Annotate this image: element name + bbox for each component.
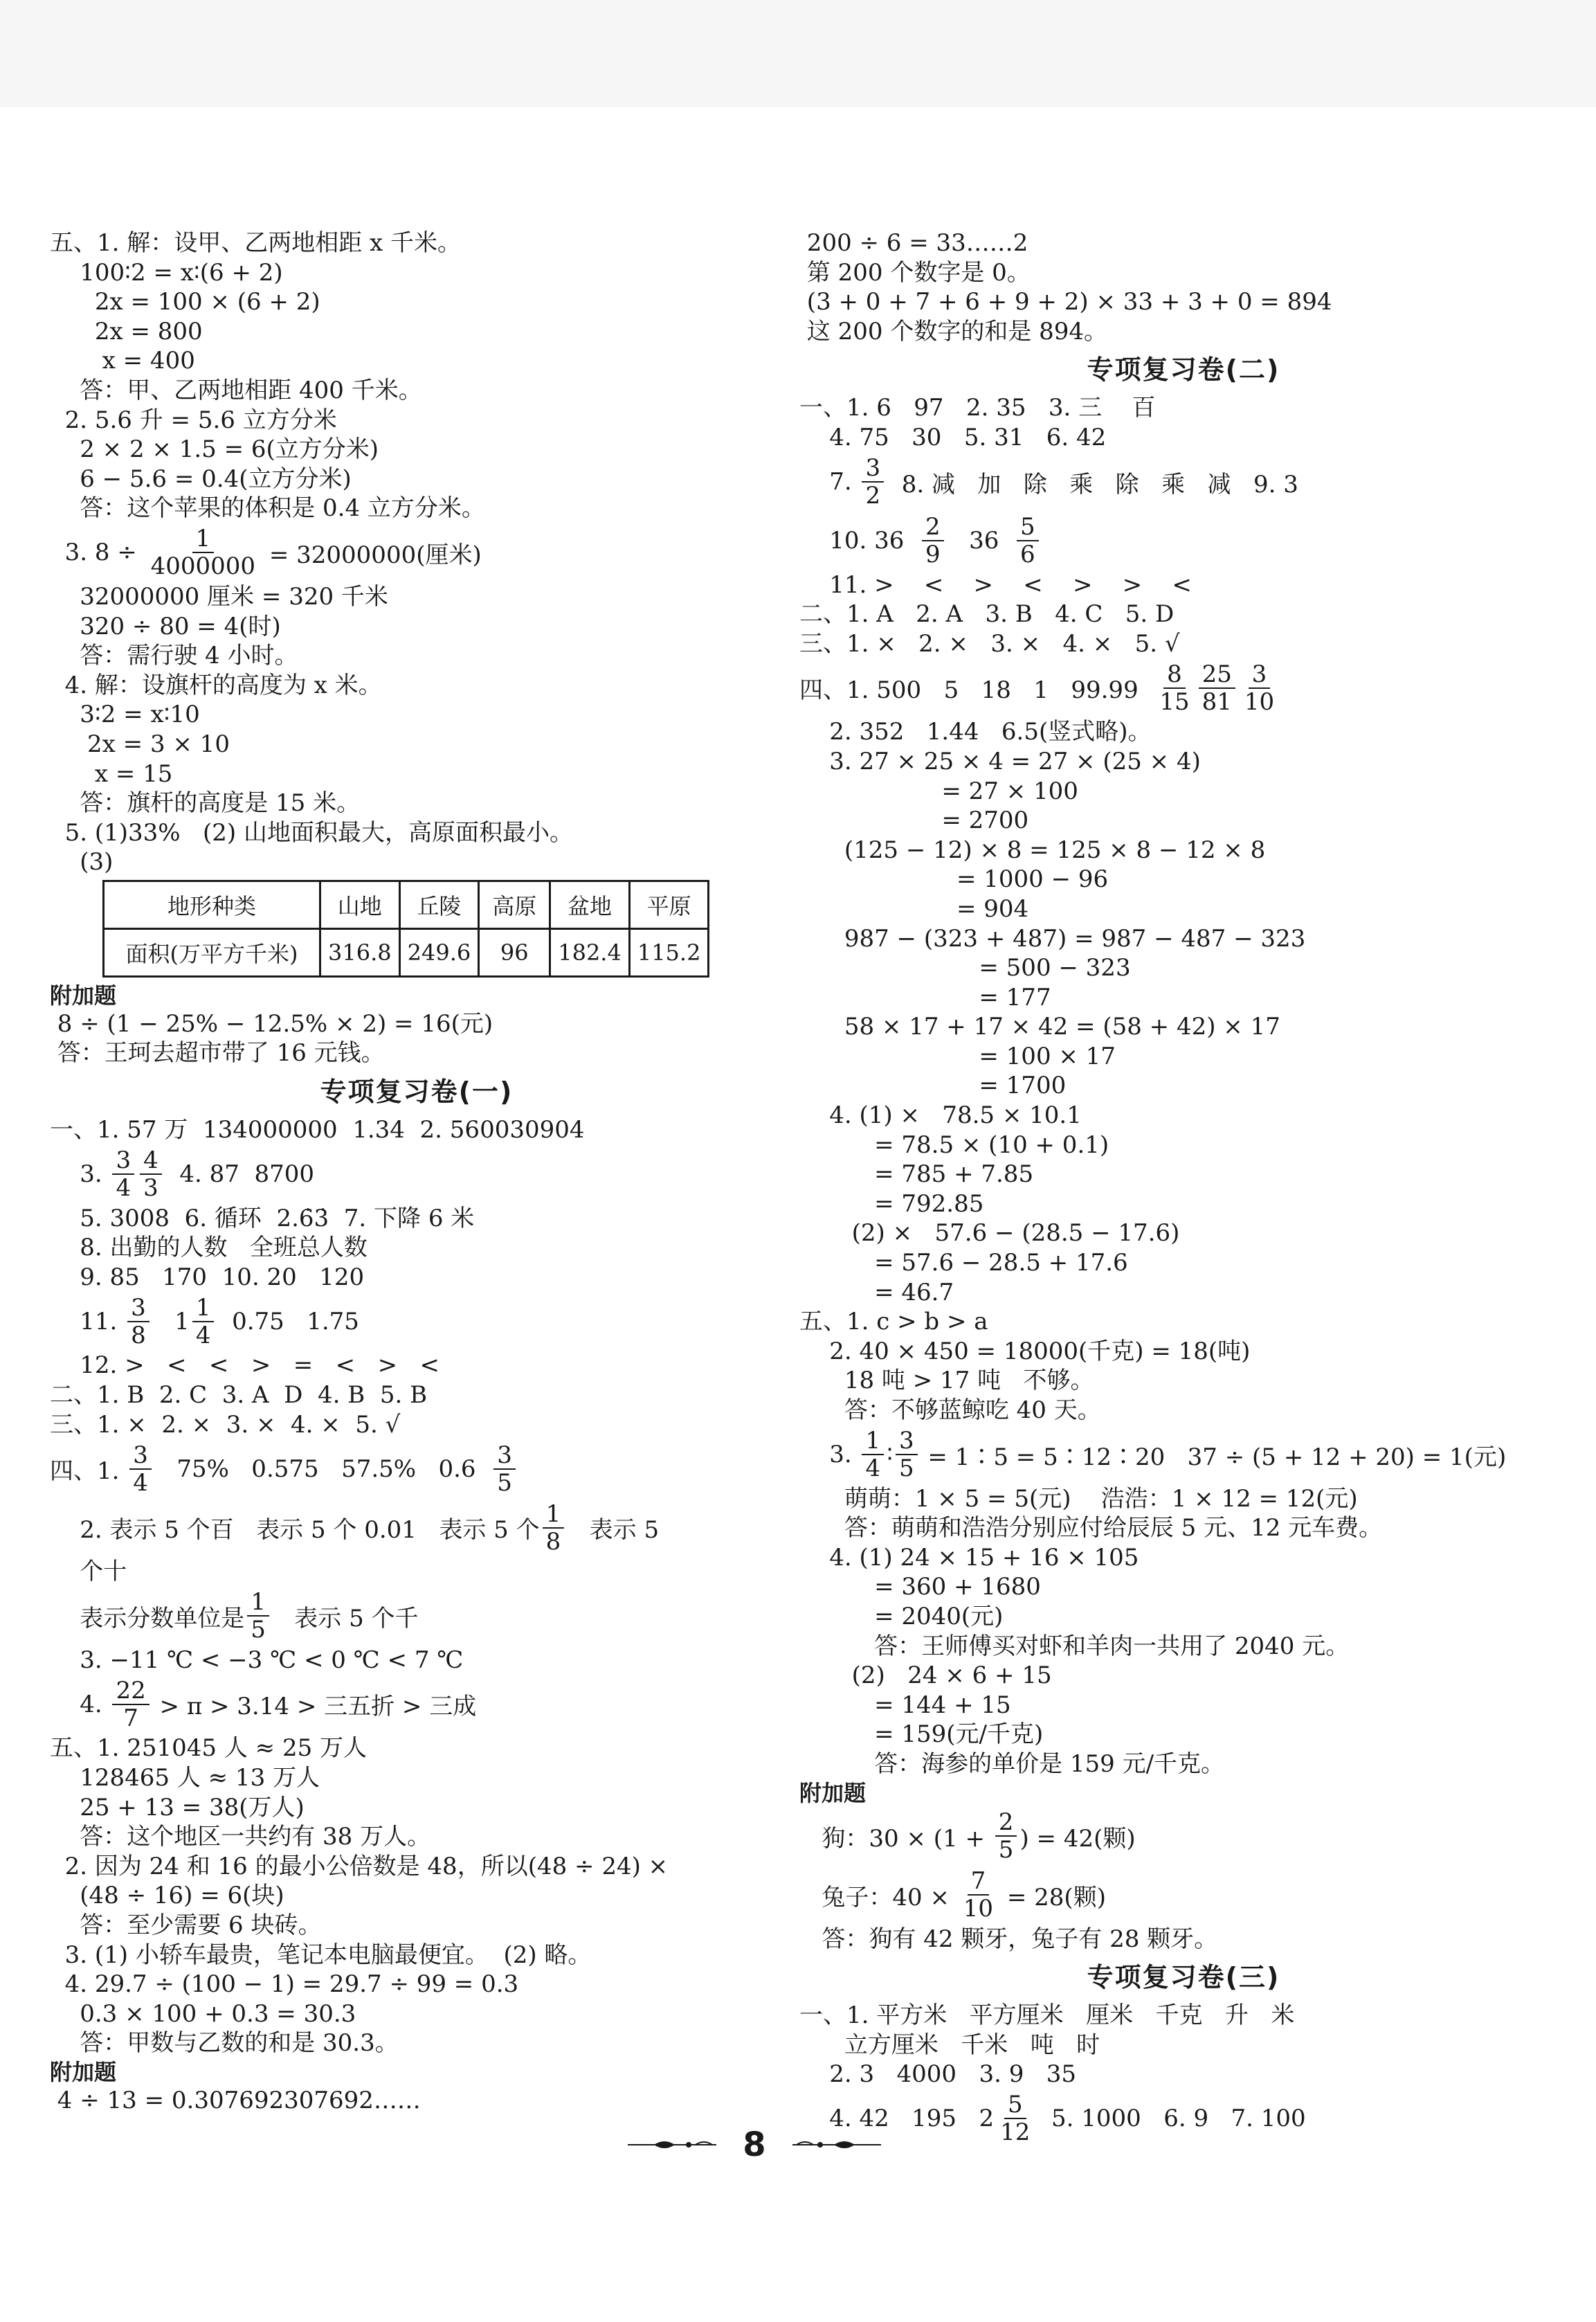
answer-line-fraction: 4. $\frac{22}{7}$ > π > 3.14 > 三五折 > 三成 bbox=[50, 1676, 477, 1732]
fraction: $\frac{1}{8}$ bbox=[543, 1501, 565, 1555]
table-cell: 115.2 bbox=[629, 928, 709, 976]
fraction: $\frac{3}{8}$ bbox=[127, 1295, 149, 1349]
answer-line: = 1000 − 96 bbox=[799, 865, 1109, 894]
page-number: 8 bbox=[743, 2125, 766, 2164]
answer-line: 2. 40 × 450 = 18000(千克) = 18(吨) bbox=[799, 1337, 1251, 1365]
table-cell: 高原 bbox=[479, 881, 550, 928]
answer-line: = 46.7 bbox=[799, 1278, 954, 1306]
answer-line-fraction: 3. $\frac{1}{4}$ ∶ $\frac{3}{5}$ = 1∶5 = 5∶12∶20 37 ÷ (5 + 12 + 20) = 1(元) bbox=[799, 1427, 1507, 1483]
answer-line: 答：这个地区一共约有 38 万人。 bbox=[50, 1823, 431, 1851]
answer-line-fraction: 4. 42 195 2 $\frac{5}{12}$ 5. 1000 6. 9 7. 100 bbox=[799, 2091, 1306, 2147]
answer-line: = 2040(元) bbox=[799, 1602, 1004, 1630]
extra-question-title: 附加题 bbox=[50, 2058, 117, 2085]
table-cell: 丘陵 bbox=[399, 881, 479, 928]
answer-line: 32000000 厘米 = 320 千米 bbox=[50, 582, 388, 611]
answer-line: = 100 × 17 bbox=[799, 1042, 1116, 1070]
fraction: $\frac{1}{4000000}$ bbox=[150, 525, 256, 581]
section-title: 专项复习卷(二) bbox=[1087, 354, 1280, 386]
table-cell: 面积(万平方千米) bbox=[104, 928, 320, 976]
answer-line: 3. (1) 小轿车最贵，笔记本电脑最便宜。 (2) 略。 bbox=[50, 1941, 592, 1969]
fraction: $\frac{1}{5}$ bbox=[247, 1589, 269, 1643]
answer-line: x = 400 bbox=[50, 347, 195, 375]
answer-line: 4 ÷ 13 = 0.307692307692…… bbox=[50, 2086, 421, 2114]
table-cell: 平原 bbox=[629, 881, 709, 928]
fraction: $\frac{3}{4}$ bbox=[112, 1147, 134, 1201]
answer-line: 58 × 17 + 17 × 42 = (58 + 42) × 17 bbox=[799, 1013, 1280, 1041]
answer-line: 三、1. × 2. × 3. × 4. × 5. √ bbox=[50, 1410, 401, 1439]
extra-question-title: 附加题 bbox=[50, 982, 117, 1009]
fraction: $\frac{3}{5}$ bbox=[493, 1442, 516, 1496]
fraction: $\frac{7}{10}$ bbox=[963, 1867, 994, 1923]
answer-line: 4. 75 30 5. 31 6. 42 bbox=[799, 423, 1107, 451]
table-row bbox=[104, 928, 709, 976]
answer-line-fraction: 3. 8 ÷ $\frac{1}{4000000}$ = 32000000(厘米) bbox=[50, 525, 482, 581]
answer-line: = 2700 bbox=[799, 807, 1029, 835]
answer-line: 11. > < > < > > < bbox=[799, 570, 1192, 599]
answer-line: 3. 27 × 25 × 4 = 27 × (25 × 4) bbox=[799, 747, 1201, 775]
answer-line: 12. > < < > = < > < bbox=[50, 1351, 439, 1380]
ornament-left-icon bbox=[626, 2136, 730, 2153]
scan-top-band bbox=[0, 0, 1596, 107]
answer-line: 320 ÷ 80 = 4(时) bbox=[50, 612, 281, 640]
fraction: $\frac{5}{6}$ bbox=[1017, 514, 1039, 568]
fraction: $\frac{4}{3}$ bbox=[140, 1147, 162, 1201]
answer-line: 4. 解：设旗杆的高度为 x 米。 bbox=[50, 671, 382, 699]
answer-line-fraction: 狗：30 × (1 + $\frac{2}{5}$ ) = 42(颗) bbox=[799, 1808, 1136, 1864]
answer-line: 6 − 5.6 = 0.4(立方分米) bbox=[50, 465, 352, 493]
answer-line: 3. −11 ℃ < −3 ℃ < 0 ℃ < 7 ℃ bbox=[50, 1646, 464, 1674]
answer-line: 987 − (323 + 487) = 987 − 487 − 323 bbox=[799, 924, 1306, 953]
fraction: $\frac{3}{4}$ bbox=[129, 1442, 152, 1496]
table-cell: 249.6 bbox=[399, 928, 479, 976]
fraction: $\frac{3}{5}$ bbox=[896, 1428, 918, 1482]
answer-line: = 1700 bbox=[799, 1072, 1067, 1100]
answer-line: 25 + 13 = 38(万人) bbox=[50, 1793, 305, 1821]
answer-line: 五、1. 解：设甲、乙两地相距 x 千米。 bbox=[50, 229, 462, 257]
answer-line: = 904 bbox=[799, 894, 1029, 923]
answer-line: 2x = 800 bbox=[50, 317, 203, 345]
answer-line: 5. (1)33% (2) 山地面积最大，高原面积最小。 bbox=[50, 818, 573, 847]
answer-line: 8 ÷ (1 − 25% − 12.5% × 2) = 16(元) bbox=[50, 1009, 493, 1038]
answer-line: 9. 85 170 10. 20 120 bbox=[50, 1263, 365, 1291]
answer-line: 一、1. 57 万 134000000 1.34 2. 560030904 bbox=[50, 1116, 585, 1144]
table-cell: 地形种类 bbox=[104, 881, 320, 928]
answer-line-fraction: 表示分数单位是 $\frac{1}{5}$ 表示 5 个千 bbox=[50, 1588, 419, 1644]
answer-line: (3) bbox=[50, 848, 114, 876]
answer-line: 答：旗杆的高度是 15 米。 bbox=[50, 789, 361, 818]
fraction: $\frac{8}{15}$ bbox=[1159, 660, 1190, 716]
answer-line: 答：甲数与乙数的和是 30.3。 bbox=[50, 2029, 399, 2058]
answer-line: 2x = 3 × 10 bbox=[50, 730, 230, 758]
left-column bbox=[50, 228, 783, 2116]
answer-line: 第 200 个数字是 0。 bbox=[799, 258, 1031, 287]
answer-line: 100∶2 = x∶(6 + 2) bbox=[50, 258, 283, 287]
answer-line: 200 ÷ 6 = 33……2 bbox=[799, 229, 1028, 257]
answer-line: 萌萌：1 × 5 = 5(元) 浩浩：1 × 12 = 12(元) bbox=[799, 1484, 1358, 1513]
answer-line: 答：这个苹果的体积是 0.4 立方分米。 bbox=[50, 494, 485, 523]
fraction: $\frac{5}{12}$ bbox=[1000, 2091, 1031, 2147]
answer-line: = 360 + 1680 bbox=[799, 1573, 1041, 1601]
answer-line: 2. 5.6 升 = 5.6 立方分米 bbox=[50, 406, 337, 434]
terrain-area-table bbox=[102, 880, 709, 978]
section-title: 专项复习卷(一) bbox=[320, 1077, 514, 1108]
answer-line: 立方厘米 千米 吨 时 bbox=[799, 2031, 1100, 2059]
answer-line: 答：狗有 42 颗牙，兔子有 28 颗牙。 bbox=[799, 1925, 1218, 1953]
answer-line-fraction: 3. $\frac{3}{4}$ $\frac{4}{3}$ 4. 87 8700 bbox=[50, 1146, 315, 1203]
answer-line: 2. 352 1.44 6.5(竖式略)。 bbox=[799, 718, 1152, 746]
answer-line: 8. 出勤的人数 全班总人数 bbox=[50, 1234, 368, 1262]
answer-line: 128465 人 ≈ 13 万人 bbox=[50, 1764, 320, 1792]
answer-line: 18 吨 > 17 吨 不够。 bbox=[799, 1367, 1094, 1395]
answer-line: 答：萌萌和浩浩分别应付给辰辰 5 元、12 元车费。 bbox=[799, 1514, 1383, 1542]
answer-line: = 144 + 15 bbox=[799, 1691, 1011, 1719]
table-cell: 盆地 bbox=[550, 881, 630, 928]
answer-line: 答：甲、乙两地相距 400 千米。 bbox=[50, 376, 422, 404]
answer-line: 3∶2 = x∶10 bbox=[50, 701, 200, 729]
fraction: $\frac{2}{9}$ bbox=[922, 514, 944, 568]
answer-line: x = 15 bbox=[50, 759, 173, 788]
answer-line: = 27 × 100 bbox=[799, 777, 1078, 805]
table-row bbox=[104, 881, 709, 928]
answer-line: = 57.6 − 28.5 + 17.6 bbox=[799, 1249, 1128, 1277]
answer-line: 五、1. 251045 人 ≈ 25 万人 bbox=[50, 1734, 368, 1763]
answer-line-fraction: 2. 表示 5 个百 表示 5 个 0.01 表示 5 个 $\frac{1}{8}$ 表示 5 bbox=[50, 1500, 660, 1556]
answer-line: (3 + 0 + 7 + 6 + 9 + 2) × 33 + 3 + 0 = 894 bbox=[799, 288, 1332, 316]
answer-line: = 177 bbox=[799, 983, 1051, 1011]
answer-line: 4. (1) 24 × 15 + 16 × 105 bbox=[799, 1543, 1139, 1572]
table-cell: 96 bbox=[479, 928, 550, 976]
right-column bbox=[799, 228, 1568, 2148]
answer-line: 答：至少需要 6 块砖。 bbox=[50, 1911, 322, 1939]
answer-line: 答：不够蓝鲸吃 40 天。 bbox=[799, 1396, 1101, 1424]
fraction: $\frac{3}{10}$ bbox=[1244, 660, 1275, 716]
fraction: $\frac{25}{81}$ bbox=[1199, 661, 1235, 715]
answer-line: 三、1. × 2. × 3. × 4. × 5. √ bbox=[799, 629, 1180, 658]
answer-line: = 500 − 323 bbox=[799, 954, 1131, 982]
answer-line: 2 × 2 × 1.5 = 6(立方分米) bbox=[50, 435, 379, 464]
fraction: $\frac{1}{4}$ bbox=[862, 1428, 884, 1482]
answer-line: 2x = 100 × (6 + 2) bbox=[50, 288, 320, 316]
answer-line: = 792.85 bbox=[799, 1189, 984, 1218]
answer-line: 2. 因为 24 和 16 的最小公倍数是 48，所以(48 ÷ 24) × bbox=[50, 1852, 669, 1880]
table-cell: 山地 bbox=[320, 881, 400, 928]
ornament-right-icon bbox=[779, 2136, 882, 2153]
fraction: $\frac{3}{2}$ bbox=[862, 455, 884, 509]
answer-line-fraction: 兔子：40 × $\frac{7}{10}$ = 28(颗) bbox=[799, 1867, 1106, 1923]
answer-line: 4. (1) × 78.5 × 10.1 bbox=[799, 1101, 1082, 1130]
fraction: $\frac{1}{4}$ bbox=[192, 1295, 215, 1349]
answer-line: 0.3 × 100 + 0.3 = 30.3 bbox=[50, 1999, 356, 2028]
answer-line-fraction: 7. $\frac{3}{2}$ 8. 减 加 除 乘 除 乘 减 9. 3 bbox=[799, 454, 1298, 510]
page-footer bbox=[595, 2117, 914, 2172]
answer-line-fraction: 11. $\frac{3}{8}$ 1 $\frac{1}{4}$ 0.75 1.75 bbox=[50, 1293, 359, 1349]
answer-line: = 785 + 7.85 bbox=[799, 1160, 1034, 1189]
answer-line: 答：王师傅买对虾和羊肉一共用了 2040 元。 bbox=[799, 1632, 1350, 1660]
answer-line-fraction: 四、1. 500 5 18 1 99.99 $\frac{8}{15}$ $\frac{25}{81}$ $\frac{3}{10}$ bbox=[799, 658, 1568, 717]
fraction: $\frac{2}{5}$ bbox=[995, 1809, 1017, 1863]
answer-line: 一、1. 平方米 平方厘米 厘米 千克 升 米 bbox=[799, 2001, 1295, 2030]
answer-line: 个十 bbox=[50, 1558, 127, 1586]
table-cell: 316.8 bbox=[320, 928, 400, 976]
answer-line-fraction: 10. 36 $\frac{2}{9}$ 36 $\frac{5}{6}$ bbox=[799, 512, 1568, 570]
answer-line: (2) × 57.6 − (28.5 − 17.6) bbox=[799, 1219, 1180, 1248]
answer-line: 五、1. c > b > a bbox=[799, 1308, 988, 1336]
section-title: 专项复习卷(三) bbox=[1087, 1962, 1280, 1993]
answer-line: 4. 29.7 ÷ (100 − 1) = 29.7 ÷ 99 = 0.3 bbox=[50, 1970, 519, 1999]
extra-question-title: 附加题 bbox=[799, 1779, 867, 1806]
answer-line: 二、1. A 2. A 3. B 4. C 5. D bbox=[799, 600, 1175, 629]
answer-line: = 159(元/千克) bbox=[799, 1720, 1044, 1749]
answer-line: 答：需行驶 4 小时。 bbox=[50, 642, 298, 670]
answer-line: 2. 3 4000 3. 9 35 bbox=[799, 2060, 1077, 2089]
table-cell: 182.4 bbox=[550, 928, 630, 976]
answer-line: 5. 3008 6. 循环 2.6̇3̇ 7. 下降 6 米 bbox=[50, 1204, 475, 1232]
answer-line: (48 ÷ 16) = 6(块) bbox=[50, 1882, 284, 1910]
answer-line: (2) 24 × 6 + 15 bbox=[799, 1662, 1052, 1690]
answer-line: = 78.5 × (10 + 0.1) bbox=[799, 1131, 1109, 1159]
answer-line: 答：王珂去超市带了 16 元钱。 bbox=[50, 1039, 385, 1068]
answer-line: 答：海参的单价是 159 元/千克。 bbox=[799, 1749, 1225, 1778]
answer-line: 这 200 个数字的和是 894。 bbox=[799, 317, 1108, 345]
answer-line-fraction: 四、1. $\frac{3}{4}$ 75% 0.575 57.5% 0.6 $\frac{3}{5}$ bbox=[50, 1439, 783, 1498]
answer-line: (125 − 12) × 8 = 125 × 8 − 12 × 8 bbox=[799, 836, 1266, 864]
answer-line: 一、1. 6 97 2. 35 3. 三 百 bbox=[799, 394, 1156, 422]
answer-line: 二、1. B 2. C 3. A D 4. B 5. B bbox=[50, 1381, 428, 1410]
fraction: $\frac{22}{7}$ bbox=[112, 1677, 149, 1731]
